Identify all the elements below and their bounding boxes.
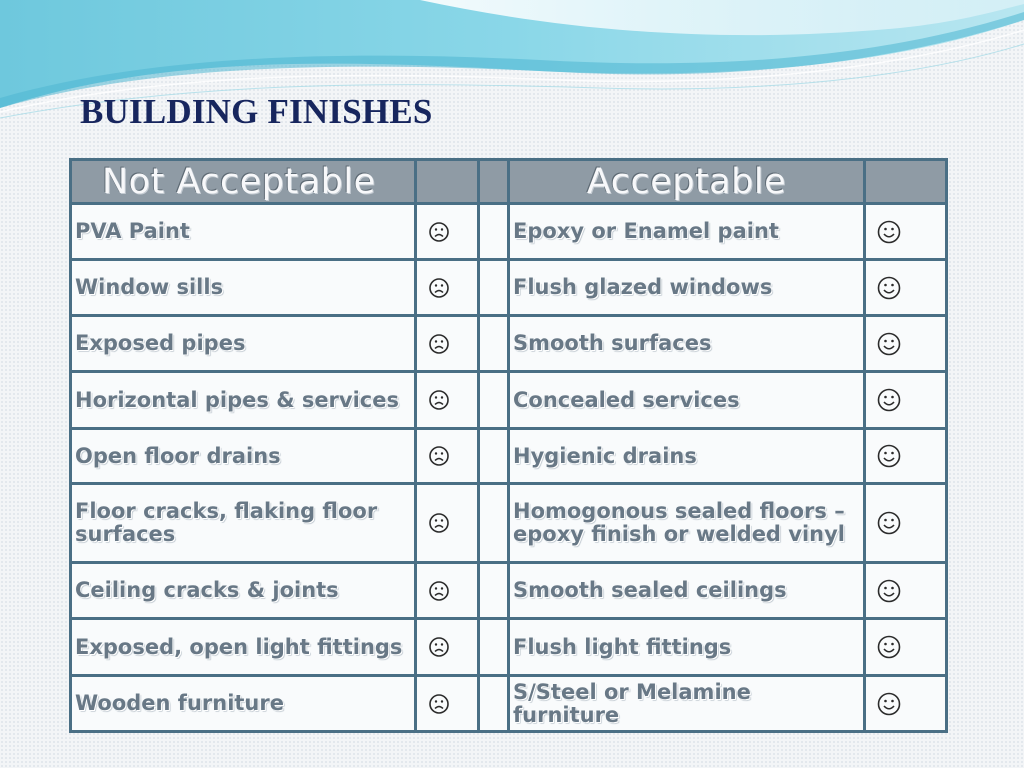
acceptable-item: Flush glazed windows xyxy=(509,260,865,316)
building-finishes-table xyxy=(69,158,948,733)
header-spacer xyxy=(479,160,509,204)
spacer-cell xyxy=(479,372,509,429)
table-row xyxy=(71,563,947,619)
table-row xyxy=(71,676,947,732)
slide-title: BUILDING FINISHES xyxy=(80,92,433,131)
not-acceptable-item: Horizontal pipes & services xyxy=(71,372,416,429)
sad-face-icon xyxy=(416,316,479,372)
header-acceptable: Acceptable xyxy=(509,160,865,204)
acceptable-item: S/Steel or Melamine furniture xyxy=(509,676,865,732)
not-acceptable-item: Open floor drains xyxy=(71,429,416,484)
spacer-cell xyxy=(479,316,509,372)
acceptable-item: Smooth surfaces xyxy=(509,316,865,372)
sad-face-icon xyxy=(416,372,479,429)
spacer-cell xyxy=(479,260,509,316)
sad-face-icon xyxy=(416,260,479,316)
smiley-face-icon xyxy=(865,484,947,563)
acceptable-item: Epoxy or Enamel paint xyxy=(509,204,865,260)
smiley-face-icon xyxy=(865,619,947,676)
smiley-face-icon xyxy=(865,676,947,732)
sad-face-icon xyxy=(416,563,479,619)
table-header-row xyxy=(71,160,947,204)
smiley-face-icon xyxy=(865,563,947,619)
smiley-face-icon xyxy=(865,429,947,484)
not-acceptable-item: Ceiling cracks & joints xyxy=(71,563,416,619)
spacer-cell xyxy=(479,204,509,260)
acceptable-item: Concealed services xyxy=(509,372,865,429)
table-row xyxy=(71,619,947,676)
sad-face-icon xyxy=(416,204,479,260)
not-acceptable-item: Window sills xyxy=(71,260,416,316)
table-row xyxy=(71,204,947,260)
not-acceptable-item: Floor cracks, flaking floor surfaces xyxy=(71,484,416,563)
table-row xyxy=(71,260,947,316)
sad-face-icon xyxy=(416,676,479,732)
table-row xyxy=(71,372,947,429)
spacer-cell xyxy=(479,563,509,619)
spacer-cell xyxy=(479,484,509,563)
header-blank xyxy=(416,160,479,204)
spacer-cell xyxy=(479,619,509,676)
sad-face-icon xyxy=(416,429,479,484)
not-acceptable-item: Exposed pipes xyxy=(71,316,416,372)
smiley-face-icon xyxy=(865,372,947,429)
not-acceptable-item: PVA Paint xyxy=(71,204,416,260)
acceptable-item: Smooth sealed ceilings xyxy=(509,563,865,619)
smiley-face-icon xyxy=(865,260,947,316)
smiley-face-icon xyxy=(865,204,947,260)
smiley-face-icon xyxy=(865,316,947,372)
table-row xyxy=(71,429,947,484)
header-blank xyxy=(865,160,947,204)
table-body xyxy=(71,204,947,732)
sad-face-icon xyxy=(416,484,479,563)
sad-face-icon xyxy=(416,619,479,676)
header-not-acceptable: Not Acceptable xyxy=(71,160,416,204)
table-row xyxy=(71,316,947,372)
spacer-cell xyxy=(479,429,509,484)
acceptable-item: Flush light fittings xyxy=(509,619,865,676)
acceptable-item: Hygienic drains xyxy=(509,429,865,484)
acceptable-item: Homogonous sealed floors – epoxy finish or welded vinyl xyxy=(509,484,865,563)
not-acceptable-item: Wooden furniture xyxy=(71,676,416,732)
not-acceptable-item: Exposed, open light fittings xyxy=(71,619,416,676)
table-row xyxy=(71,484,947,563)
spacer-cell xyxy=(479,676,509,732)
